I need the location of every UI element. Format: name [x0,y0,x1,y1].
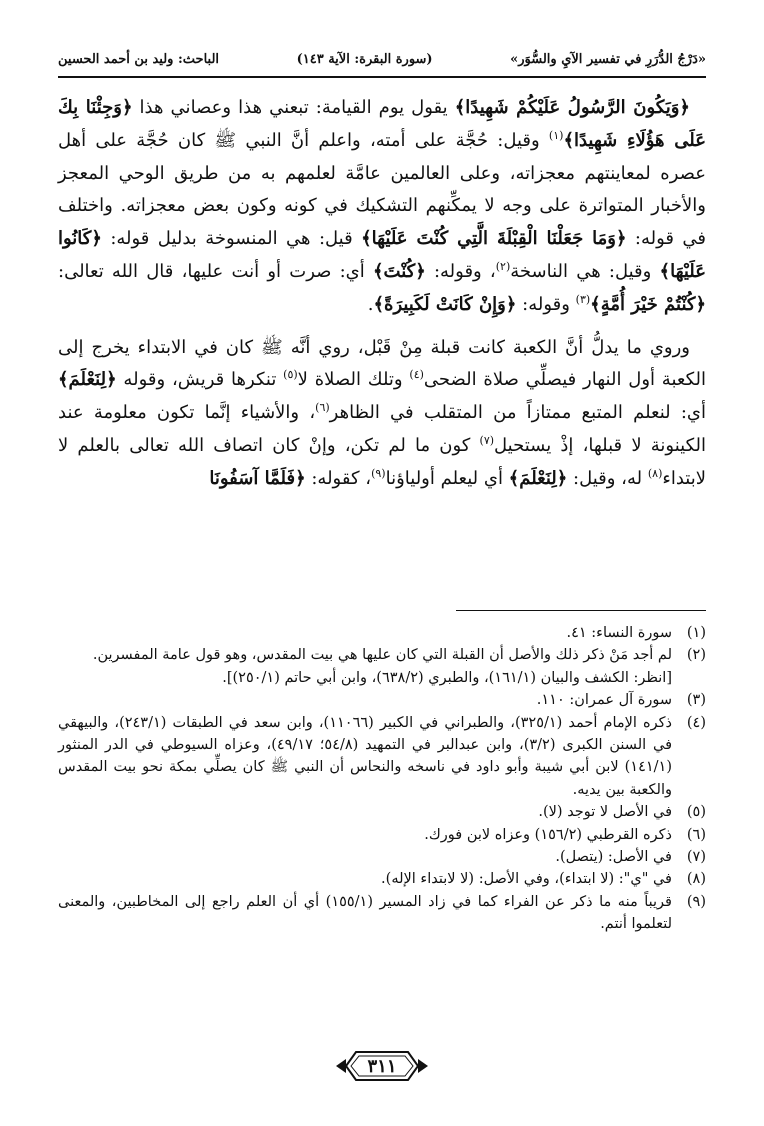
text-run: ، والأشياء إنَّما تكون معلومة عند الكينونة لا قبلها، إذْ يستحيل [58,402,707,456]
footnote-text: في الأصل لا توجد (لا). [538,804,672,821]
footnote-number: (٩) [686,893,706,910]
text-run: قيل: هي المنسوخة بدليل قوله: [101,228,362,250]
footnote-7 [58,846,706,868]
footnote-1 [58,622,706,644]
quran-quote: ﴿كُنْتَ﴾ [372,260,426,282]
text-run: وروي ما يدلُّ أنَّ الكعبة كانت قبلة مِنْ قَبْل، روي أنَّه ﷺ كان في الابتداء يخرج إلى الكعبة أول النهار فيصلِّي صلاة الضحى [58,336,706,391]
text-run: وقيل: هي الناسخة [510,260,660,282]
header-surah-location: (سورة البقرة: الآية ١٤٣) [296,51,433,67]
footnote-ref: (٤) [409,368,424,382]
footnote-number: (٣) [686,692,706,709]
quran-quote: ﴿وَيَكُونَ الرَّسُولُ عَلَيْكُمْ شَهِيدًا﴾ [454,97,690,118]
footnote-text: سورة آل عمران: ١١٠. [536,692,672,709]
footnote-separator [456,610,706,611]
footnote-number: (٤) [686,714,706,731]
header-researcher: الباحث: وليد بن أحمد الحسين [58,51,220,67]
footnote-5 [58,801,706,823]
quran-quote: ﴿كُنْتُمْ خَيْرَ أُمَّةٍ﴾ [590,293,706,315]
footnote-9 [58,891,706,936]
text-run: أي: لنعلم المتبع ممتازاً من المتقلب في الظاهر [329,402,706,424]
footnote-6 [58,824,706,846]
page-number: ٣١١ [367,1055,397,1077]
footnote-ref: (٣) [575,292,591,306]
text-run: وتلك الصلاة لا [297,369,410,391]
text-run: كون ما لم تكن، وإنْ كان اتصاف الله تعالى بالعلم لا لابتداء [58,434,706,489]
footnote-ref: (١) [548,128,564,142]
page-number-ornament [332,1046,432,1086]
quran-quote: ﴿وَإِنْ كَانَتْ لَكَبِيرَةً﴾ [373,293,517,315]
footnote-ref: (٥) [283,368,298,382]
footnote-ref: (٦) [315,401,330,415]
text-run: له، وقيل: [567,467,648,489]
footnote-number: (٦) [686,826,706,843]
footnote-text: في "ي": (لا ابتداء)، وفي الأصل: (لا لابتداء الإله). [381,871,672,888]
footnote-3 [58,689,706,711]
quran-quote: ﴿لِنَعْلَمَ﴾ [58,369,117,391]
quran-quote: ﴿وَمَا جَعَلْنَا الْقِبْلَةَ الَّتِي كُنْتَ عَلَيْهَا﴾ [361,228,627,250]
footnote-2 [58,644,706,666]
footnote-ref: (٧) [479,433,495,447]
text-run: ، وقوله: [425,260,496,282]
quran-quote: ﴿لِنَعْلَمَ﴾ [508,467,568,489]
footnote-4 [58,712,706,802]
text-run: أي ليعلم أولياؤنا [385,467,509,489]
footnote-ref: (٨) [647,466,663,480]
quran-quote: ﴿وَجِئْنَا بِكَ عَلَى هَؤُلَاءِ شَهِيدًا﴾ [58,97,707,151]
text-run: ، كقوله: [305,467,372,489]
footnote-number: (٨) [686,871,706,888]
footnote-text: لم أجد مَنْ ذكر ذلك والأصل أن القبلة التي كان عليها هي بيت المقدس، وهو قول عامة المفسرين. [92,647,672,664]
footnote-text: ذكره الإمام أحمد (٣٢٥/١)، والطبراني في الكبير (١١٠٦٦)، وابن سعد في الطبقات (٢٤٣/١)، والبيهقي في السنن الكبرى (٣/٢)، وابن عبدالبر في التمهيد (٥٤/٨؛ ٤٩/١٧)، وعزاه السيوطي في الدر المنثور (١٤١/١) لابن أبي شيبة وأبو داود في ناسخه والنحاس أن النبي ﷺ كان يصلِّي بمكة نحو بيت المقدس والكعبة بين يديه. [58,714,673,798]
text-run: . [367,293,374,315]
quran-quote: ﴿كَانُوا عَلَيْهَا﴾ [58,228,706,282]
running-header [58,42,706,78]
footnote-text: في الأصل: (يتصل). [555,849,672,866]
main-text [58,92,706,496]
footnote-text: قريباً منه ما ذكر عن الفراء كما في زاد المسير (١٥٥/١) أي أن العلم راجع إلى المخاطبين، والمعنى لتعلموا أنتم. [58,893,672,933]
footnote-text: ذكره القرطبي (١٥٦/٢) وعزاه لابن فورك. [424,826,672,843]
text-run: أي: صرت أو أنت عليها، قال الله تعالى: [58,260,373,282]
paragraph-1 [58,92,706,322]
footnote-number: (٢) [686,647,706,664]
text-run: تنكرها قريش، وقوله [116,369,284,391]
footnotes [58,622,706,936]
text-run: يقول يوم القيامة: تبعني هذا وعصاني هذا [132,97,455,118]
footnote-text: سورة النساء: ٤١. [566,625,672,641]
text-run: وقيل: حُجَّة على أمته، واعلم أنَّ النبي ﷺ كان حُجَّة على أهل عصره لمعاينتهم معجزاته، وعلى العالمين عامَّة لعلمهم به من طريق الوحي المعجز والأخبار المتواترة على وجه لا يمكِّنهم التشكيك في كونه وكون بعض معجزاته. واختلف في قوله: [58,129,707,250]
footnote-number: (١) [686,625,706,641]
quran-quote: ﴿فَلَمَّا آسَفُونَا [209,467,306,489]
footnote-ref: (٢) [495,259,511,273]
paragraph-2 [58,332,706,496]
footnote-number: (٥) [686,804,706,821]
footnote-8 [58,868,706,890]
text-run: وقوله: [516,293,576,315]
footnote-ref: (٩) [371,466,386,480]
header-book-title: «دَرْجُ الدُّرَرِ في تفسير الآيِ والسُّوَر» [510,51,706,67]
footnote-number: (٧) [686,849,706,866]
footnote-2-reference: [انظر: الكشف والبيان (١٦١/١)، والطبري (٦٣٨/٢)، وابن أبي حاتم (٢٥٠/١)]. [222,669,672,686]
